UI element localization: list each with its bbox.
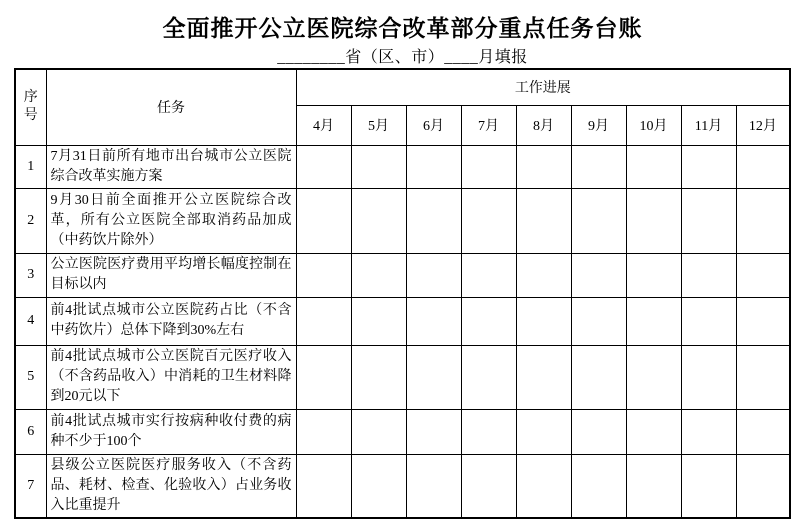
progress-cell <box>626 188 681 253</box>
progress-cell <box>681 345 736 409</box>
progress-cell <box>406 145 461 188</box>
progress-cell <box>736 454 790 518</box>
table-row-2 <box>15 188 790 253</box>
column-header-month-7: 7月 <box>461 105 516 145</box>
progress-cell <box>406 454 461 518</box>
progress-cell <box>571 253 626 297</box>
progress-cell <box>516 345 571 409</box>
document-subtitle: ________省（区、市）____月填报 <box>277 49 528 66</box>
row-number: 5 <box>15 345 46 409</box>
progress-cell <box>461 253 516 297</box>
progress-cell <box>351 297 406 345</box>
progress-cell <box>571 345 626 409</box>
progress-cell <box>681 409 736 454</box>
progress-cell <box>626 409 681 454</box>
progress-cell <box>571 145 626 188</box>
task-cell: 前4批试点城市公立医院百元医疗收入（不含药品收入）中消耗的卫生材料降到20元以下 <box>46 345 296 409</box>
progress-cell <box>681 253 736 297</box>
progress-cell <box>461 345 516 409</box>
progress-cell <box>461 409 516 454</box>
task-cell: 县级公立医院医疗服务收入（不含药品、耗材、检查、化验收入）占业务收入比重提升 <box>46 454 296 518</box>
progress-cell <box>351 345 406 409</box>
table-row-4 <box>15 297 790 345</box>
progress-cell <box>516 145 571 188</box>
progress-cell <box>351 188 406 253</box>
column-header-month-10: 10月 <box>626 105 681 145</box>
column-header-month-9: 9月 <box>571 105 626 145</box>
progress-cell <box>406 345 461 409</box>
progress-cell <box>626 253 681 297</box>
progress-cell <box>571 454 626 518</box>
task-cell: 7月31日前所有地市出台城市公立医院综合改革实施方案 <box>46 145 296 188</box>
progress-cell <box>516 297 571 345</box>
row-number: 1 <box>15 145 46 188</box>
column-header-month-4: 4月 <box>296 105 351 145</box>
row-number: 3 <box>15 253 46 297</box>
header-row-progress <box>15 69 790 105</box>
document-title: 全面推开公立医院综合改革部分重点任务台账 <box>162 16 643 41</box>
task-cell: 前4批试点城市实行按病种收付费的病种不少于100个 <box>46 409 296 454</box>
progress-cell <box>296 188 351 253</box>
progress-cell <box>626 297 681 345</box>
progress-cell <box>626 454 681 518</box>
progress-cell <box>461 454 516 518</box>
progress-cell <box>406 409 461 454</box>
progress-cell <box>571 297 626 345</box>
progress-cell <box>626 345 681 409</box>
progress-cell <box>406 188 461 253</box>
progress-cell <box>296 454 351 518</box>
row-number: 4 <box>15 297 46 345</box>
progress-cell <box>351 253 406 297</box>
column-header-progress: 工作进展 <box>296 69 790 105</box>
progress-cell <box>351 145 406 188</box>
progress-cell <box>681 297 736 345</box>
progress-cell <box>296 345 351 409</box>
column-header-month-8: 8月 <box>516 105 571 145</box>
progress-cell <box>681 188 736 253</box>
progress-cell <box>571 409 626 454</box>
table-row-5 <box>15 345 790 409</box>
task-cell: 前4批试点城市公立医院药占比（不含中药饮片）总体下降到30%左右 <box>46 297 296 345</box>
column-header-task: 任务 <box>46 69 296 145</box>
progress-cell <box>736 145 790 188</box>
table-row-7 <box>15 454 790 518</box>
progress-cell <box>461 297 516 345</box>
column-header-month-12: 12月 <box>736 105 790 145</box>
progress-cell <box>736 188 790 253</box>
progress-cell <box>736 297 790 345</box>
progress-cell <box>681 145 736 188</box>
progress-cell <box>351 454 406 518</box>
row-number: 2 <box>15 188 46 253</box>
progress-cell <box>626 145 681 188</box>
task-ledger-table <box>14 68 791 519</box>
table-row-6 <box>15 409 790 454</box>
progress-cell <box>736 409 790 454</box>
table-row-3 <box>15 253 790 297</box>
progress-cell <box>351 409 406 454</box>
column-header-month-6: 6月 <box>406 105 461 145</box>
progress-cell <box>681 454 736 518</box>
column-header-month-11: 11月 <box>681 105 736 145</box>
progress-cell <box>516 454 571 518</box>
column-header-month-5: 5月 <box>351 105 406 145</box>
table-row-1 <box>15 145 790 188</box>
progress-cell <box>296 297 351 345</box>
progress-cell <box>736 345 790 409</box>
row-number: 6 <box>15 409 46 454</box>
progress-cell <box>461 188 516 253</box>
task-cell: 9月30日前全面推开公立医院综合改革，所有公立医院全部取消药品加成（中药饮片除外） <box>46 188 296 253</box>
progress-cell <box>296 145 351 188</box>
progress-cell <box>516 188 571 253</box>
progress-cell <box>296 253 351 297</box>
column-header-index: 序号 <box>15 69 46 145</box>
progress-cell <box>516 409 571 454</box>
progress-cell <box>406 297 461 345</box>
task-cell: 公立医院医疗费用平均增长幅度控制在目标以内 <box>46 253 296 297</box>
progress-cell <box>736 253 790 297</box>
row-number: 7 <box>15 454 46 518</box>
progress-cell <box>571 188 626 253</box>
progress-cell <box>296 409 351 454</box>
progress-cell <box>516 253 571 297</box>
progress-cell <box>406 253 461 297</box>
progress-cell <box>461 145 516 188</box>
